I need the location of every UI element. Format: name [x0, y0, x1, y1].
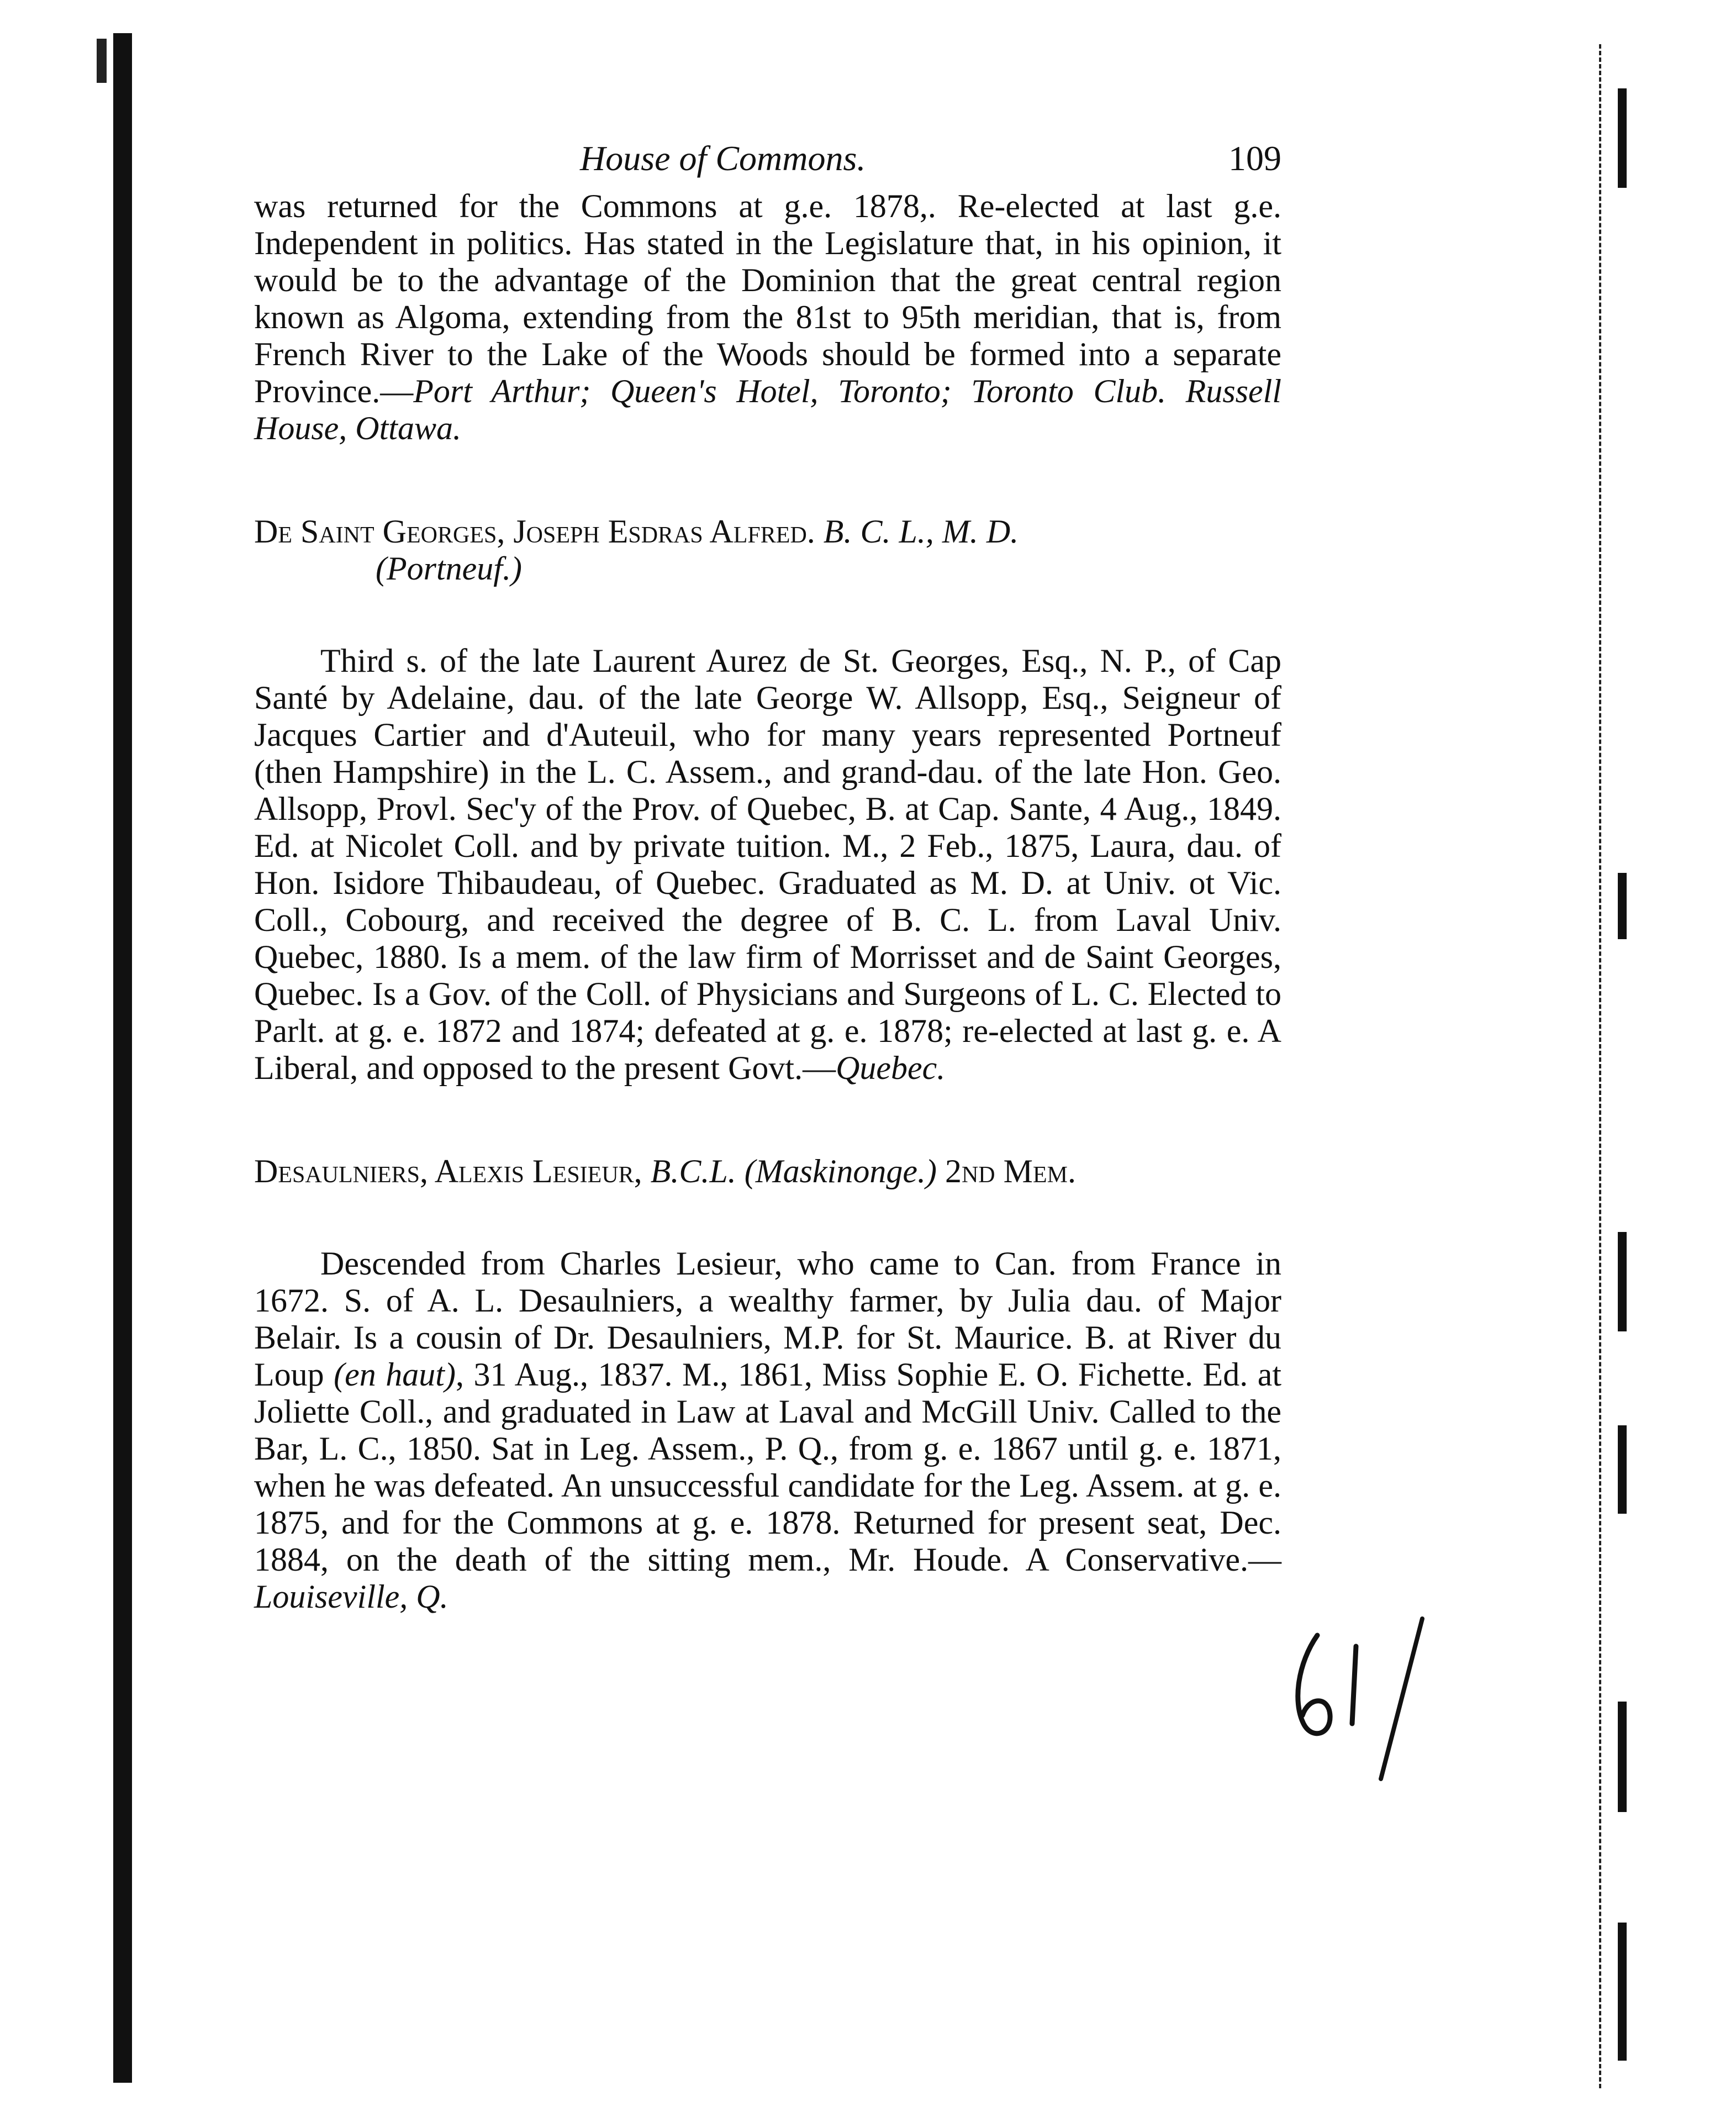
entry-address: Louiseville, Q.	[254, 1578, 448, 1615]
entry-constituency: (Portneuf.)	[376, 550, 522, 587]
scan-edge-left	[113, 33, 132, 2083]
entry-body-paragraph	[254, 1245, 1281, 1615]
entry-heading	[254, 513, 1281, 587]
entry-body-text: Third s. of the late Laurent Aurez de St. Georges, Esq., N. P., of Cap Santé by Adelaine, dau. of the late George W. Allsopp, Esq., Seigneur of Jacques Cartier and d'Auteuil, who for many years represented Portneuf (then Hampshire) in the L. C. Assem., and grand-dau. of the late Hon. Geo. Allsopp, Provl. Sec'y of the Prov. of Quebec, B. at Cap. Sante, 4 Aug., 1849. Ed. at Nicolet Coll. and by private tuition. M., 2 Feb., 1875, Laura, dau. of Hon. Isidore Thibaudeau, of Quebec. Graduated as M. D. at Univ. ot Vic. Coll., Cobourg, and received the degree of B. C. L. from Laval Univ. Quebec, 1880. Is a mem. of the law firm of Morrisset and de Saint Georges, Quebec. Is a Gov. of the Coll. of Physicians and Surgeons of L. C. Elected to Parlt. at g. e. 1872 and 1874; defeated at g. e. 1878; re-elected at last g. e. A Liberal, and opposed to the present Govt.—	[254, 643, 1281, 1086]
entry-body-italic: (en haut)	[334, 1356, 456, 1393]
entry-member-note: 2nd Mem.	[944, 1153, 1076, 1189]
entry-constituency: (Maskinonge.)	[744, 1153, 937, 1189]
continued-entry-text: was returned for the Commons at g.e. 1878,. Re-elected at last g.e. Independent in politics. Has stated in the Legislature that, in his opinion, it would be to the advantage of the Dominion that the great central region known as Algoma, extending from the 81st to 95th meridian, that is, from French River to the Lake of the Woods should be formed into a separate Province.—	[254, 188, 1281, 409]
entry-body-paragraph	[254, 643, 1281, 1087]
entry-degrees: B. C. L., M. D.	[823, 513, 1019, 550]
scan-edge-mark-left-top	[97, 39, 107, 83]
running-header	[254, 122, 1281, 188]
page-number: 109	[1228, 139, 1281, 178]
entry-name: De Saint Georges, Joseph Esdras Alfred.	[254, 513, 815, 550]
entry-address: Quebec.	[836, 1050, 946, 1086]
scan-edge-right	[1599, 44, 1634, 2088]
handwritten-margin-note	[1287, 1613, 1431, 1790]
continued-entry-addresses: Port Arthur; Queen's Hotel, Toronto; Toronto Club. Russell House, Ottawa.	[254, 373, 1281, 446]
running-title: House of Commons.	[580, 139, 866, 178]
entry-heading	[254, 1153, 1281, 1190]
entry-body-text: Descended from Charles Lesieur, who came to Can. from France in 1672. S. of A. L. Desaulniers, a wealthy farmer, by Julia dau. of Major Belair. Is a cousin of Dr. Desaulniers, M.P. for St. Maurice. B. at River du Loup	[254, 1245, 1281, 1393]
entry-degrees: B.C.L.	[650, 1153, 736, 1189]
entry-body-text-continued: , 31 Aug., 1837. M., 1861, Miss Sophie E. O. Fichette. Ed. at Joliette Coll., and graduated in Law at Laval and McGill Univ. Called to the Bar, L. C., 1850. Sat in Leg. Assem., P. Q., from g. e. 1867 until g. e. 1871, when he was defeated. An unsuccessful candidate for the Leg. Assem. at g. e. 1875, and for the Commons at g. e. 1878. Returned for present seat, Dec. 1884, on the death of the sitting mem., Mr. Houde. A Conservative.—	[254, 1356, 1282, 1578]
entry-name: Desaulniers, Alexis Lesieur,	[254, 1153, 642, 1189]
continued-entry-paragraph	[254, 188, 1281, 447]
book-page	[254, 122, 1281, 1615]
